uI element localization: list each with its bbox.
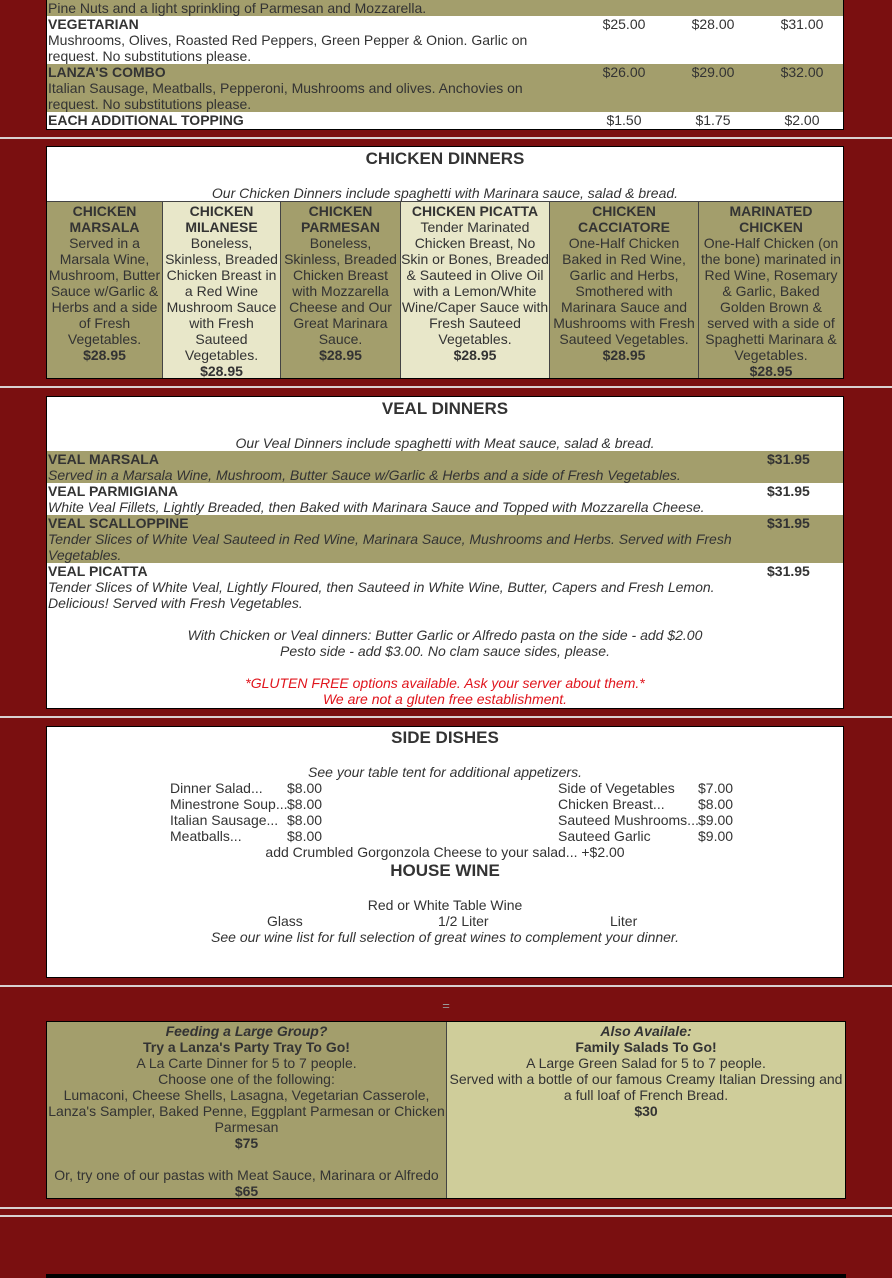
item-name: VEAL MARSALA	[48, 451, 159, 467]
chicken-items-table	[47, 201, 843, 378]
item-name: CHICKEN MARSALA	[69, 203, 140, 235]
divider	[0, 1215, 892, 1217]
divider	[0, 716, 892, 718]
item-name: LANZA'S COMBO	[48, 64, 166, 80]
item-name: CHICKEN CACCIATORE	[577, 203, 671, 235]
pesto-note: Pesto side - add $3.00. No clam sauce sides, please.	[280, 643, 610, 659]
section-title: VEAL DINNERS	[381, 399, 509, 418]
next-box-top-edge	[46, 1274, 846, 1278]
veal-item	[47, 483, 843, 515]
item-desc: One-Half Chicken Baked in Red Wine, Garlic and Herbs, Smothered with Marinara Sauce and Mushrooms with Fresh Sauteed Vegetables.	[553, 235, 695, 347]
offer-subheading: Family Salads To Go!	[575, 1039, 717, 1055]
divider	[0, 1207, 892, 1209]
side-name: Side of Vegetables	[558, 780, 675, 796]
wine-list-note: See our wine list for full selection of great wines to complement your dinner.	[211, 929, 679, 945]
item-desc: Italian Sausage, Meatballs, Pepperoni, Mushrooms and olives. Anchovies on request. No substitutions please.	[48, 80, 523, 112]
offer-price: $65	[234, 1183, 259, 1199]
item-desc: Served in a Marsala Wine, Mushroom, Butter Sauce w/Garlic & Herbs and a side of Fresh Vegetables.	[48, 235, 161, 347]
side-name: Chicken Breast...	[558, 796, 665, 812]
side-price: $8.00	[287, 828, 323, 844]
price-large: $31.00	[780, 16, 824, 32]
family-salad-offer	[446, 1022, 845, 1198]
price-medium: $29.00	[691, 64, 735, 80]
chicken-dinners-box	[46, 146, 844, 379]
menu-item	[162, 202, 280, 378]
item-desc: Tender Slices of White Veal Sauteed in Red Wine, Marinara Sauce, Mushrooms and Herbs. Served with Fresh Vegetables.	[48, 531, 732, 563]
section-subtitle: Our Chicken Dinners include spaghetti with Marinara sauce, salad & bread.	[211, 185, 679, 201]
veal-item	[47, 451, 843, 483]
price-large: $2.00	[784, 112, 820, 128]
group-offers-table	[46, 1021, 846, 1199]
menu-item	[47, 202, 162, 378]
price-medium: $1.75	[695, 112, 731, 128]
menu-item	[549, 202, 698, 378]
item-price: $31.95	[767, 451, 810, 467]
item-name: CHICKEN PARMESAN	[300, 203, 381, 235]
item-desc: White Veal Fillets, Lightly Breaded, then Baked with Marinara Sauce and Topped with Mozzarella Cheese.	[48, 499, 705, 515]
pizza-menu-box	[46, 0, 844, 130]
item-price: $28.95	[602, 347, 646, 363]
item-desc: Tender Marinated Chicken Breast, No Skin or Bones, Breaded & Sauteed in Olive Oil with a Lemon/White Wine/Caper Sauce with Fresh Sauteed Vegetables.	[401, 219, 549, 347]
pizza-row-cut	[47, 0, 843, 16]
veal-item	[47, 563, 843, 611]
gluten-disclaimer: We are not a gluten free establishment.	[322, 691, 568, 707]
item-name: VEGETARIAN	[48, 16, 139, 32]
item-desc: Mushrooms, Olives, Roasted Red Peppers, Green Pepper & Onion. Garlic on request. No substitutions please.	[48, 32, 528, 64]
item-price: $28.95	[453, 347, 497, 363]
divider	[0, 386, 892, 388]
offer-line: Choose one of the following:	[158, 1071, 335, 1087]
offer-heading: Feeding a Large Group?	[165, 1023, 328, 1039]
wine-title: HOUSE WINE	[390, 861, 500, 880]
wine-liter-label: Liter	[610, 913, 638, 929]
item-price: $31.95	[767, 563, 810, 579]
offer-heading: Also Availale:	[600, 1023, 692, 1039]
item-desc: Tender Slices of White Veal, Lightly Floured, then Sauteed in White Wine, Butter, Capers and Fresh Lemon. Delicious! Served with Fresh Vegetables.	[48, 579, 715, 611]
wine-line: Red or White Table Wine	[367, 897, 523, 913]
side-price: $9.00	[698, 812, 734, 828]
item-desc: Boneless, Skinless, Breaded Chicken Breast with Mozzarella Cheese and Our Great Marinara Sauce.	[284, 235, 397, 347]
offer-line: Or, try one of our pastas with Meat Sauce, Marinara or Alfredo	[54, 1167, 439, 1183]
side-name: Sauteed Garlic	[558, 828, 651, 844]
item-price: $28.95	[200, 363, 243, 379]
menu-item	[280, 202, 400, 378]
item-name: CHICKEN MILANESE	[185, 203, 258, 235]
side-dishes-box	[46, 726, 844, 978]
item-name: CHICKEN PICATTA	[411, 203, 539, 219]
item-price: $28.95	[83, 347, 126, 363]
offer-line: Served with a bottle of our famous Creamy Italian Dressing and a full loaf of French Bread.	[449, 1071, 843, 1103]
offer-line: A Large Green Salad for 5 to 7 people.	[526, 1055, 766, 1071]
veal-dinners-box	[46, 396, 844, 709]
item-desc: Served in a Marsala Wine, Mushroom, Butter Sauce w/Garlic & Herbs and a side of Fresh Vegetables.	[48, 467, 681, 483]
pizza-cut-text: Pine Nuts and a light sprinkling of Parmesan and Mozzarella.	[48, 0, 427, 16]
price-large: $32.00	[780, 64, 824, 80]
side-name: Italian Sausage...	[170, 812, 279, 828]
side-price: $9.00	[698, 828, 734, 844]
divider	[0, 137, 892, 139]
pizza-row-topping	[47, 112, 843, 128]
item-desc: One-Half Chicken (on the bone) marinated in Red Wine, Rosemary & Garlic, Baked Golden Brown & served with a side of Spaghetti Marinara & Vegetables.	[700, 235, 842, 363]
item-price: $28.95	[319, 347, 362, 363]
menu-item	[400, 202, 549, 378]
item-name: MARINATED CHICKEN	[729, 203, 813, 235]
item-name: VEAL PICATTA	[48, 563, 148, 579]
pizza-row-combo	[47, 64, 843, 112]
party-tray-offer	[47, 1022, 446, 1198]
price-small: $1.50	[606, 112, 642, 128]
wine-half-liter-label: 1/2 Liter	[438, 913, 489, 929]
item-price: $28.95	[749, 363, 793, 379]
item-name: EACH ADDITIONAL TOPPING	[48, 112, 244, 128]
item-desc: Boneless, Skinless, Breaded Chicken Breast in a Red Wine Mushroom Sauce with Fresh Sauteed Vegetables.	[165, 235, 278, 363]
offer-price: $75	[234, 1135, 259, 1151]
wine-glass-label: Glass	[267, 913, 303, 929]
side-name: Dinner Salad...	[170, 780, 263, 796]
gluten-free-note: *GLUTEN FREE options available. Ask your server about them.*	[245, 675, 645, 691]
side-price: $8.00	[698, 796, 734, 812]
divider	[0, 985, 892, 987]
gorgonzola-note: add Crumbled Gorgonzola Cheese to your salad... +$2.00	[265, 844, 625, 860]
item-name: VEAL SCALLOPPINE	[48, 515, 189, 531]
side-name: Sauteed Mushrooms...	[558, 812, 699, 828]
side-name: Meatballs...	[170, 828, 242, 844]
item-price: $31.95	[767, 515, 810, 531]
section-subtitle: Our Veal Dinners include spaghetti with Meat sauce, salad & bread.	[235, 435, 655, 451]
side-price: $7.00	[698, 780, 734, 796]
offer-line: A La Carte Dinner for 5 to 7 people.	[136, 1055, 357, 1071]
section-subtitle: See your table tent for additional appetizers.	[308, 764, 582, 780]
pasta-side-note: With Chicken or Veal dinners: Butter Garlic or Alfredo pasta on the side - add $2.00	[187, 627, 703, 643]
offer-subheading: Try a Lanza's Party Tray To Go!	[143, 1039, 350, 1055]
side-price: $8.00	[287, 812, 323, 828]
side-price: $8.00	[287, 796, 323, 812]
offer-price: $30	[634, 1103, 658, 1119]
price-medium: $28.00	[691, 16, 735, 32]
pizza-row-vegetarian	[47, 16, 843, 64]
price-small: $26.00	[602, 64, 646, 80]
menu-item	[698, 202, 843, 378]
price-small: $25.00	[602, 16, 646, 32]
section-title: CHICKEN DINNERS	[365, 149, 525, 168]
offer-options: Lumaconi, Cheese Shells, Lasagna, Vegetarian Casserole, Lanza's Sampler, Baked Penne, Eggplant Parmesan or Chicken Parmesan	[48, 1087, 445, 1135]
side-name: Minestrone Soup...	[170, 796, 288, 812]
separator-mark: =	[442, 998, 450, 1013]
veal-item	[47, 515, 843, 563]
side-price: $8.00	[287, 780, 323, 796]
item-price: $31.95	[767, 483, 810, 499]
item-name: VEAL PARMIGIANA	[48, 483, 179, 499]
section-title: SIDE DISHES	[391, 728, 499, 747]
